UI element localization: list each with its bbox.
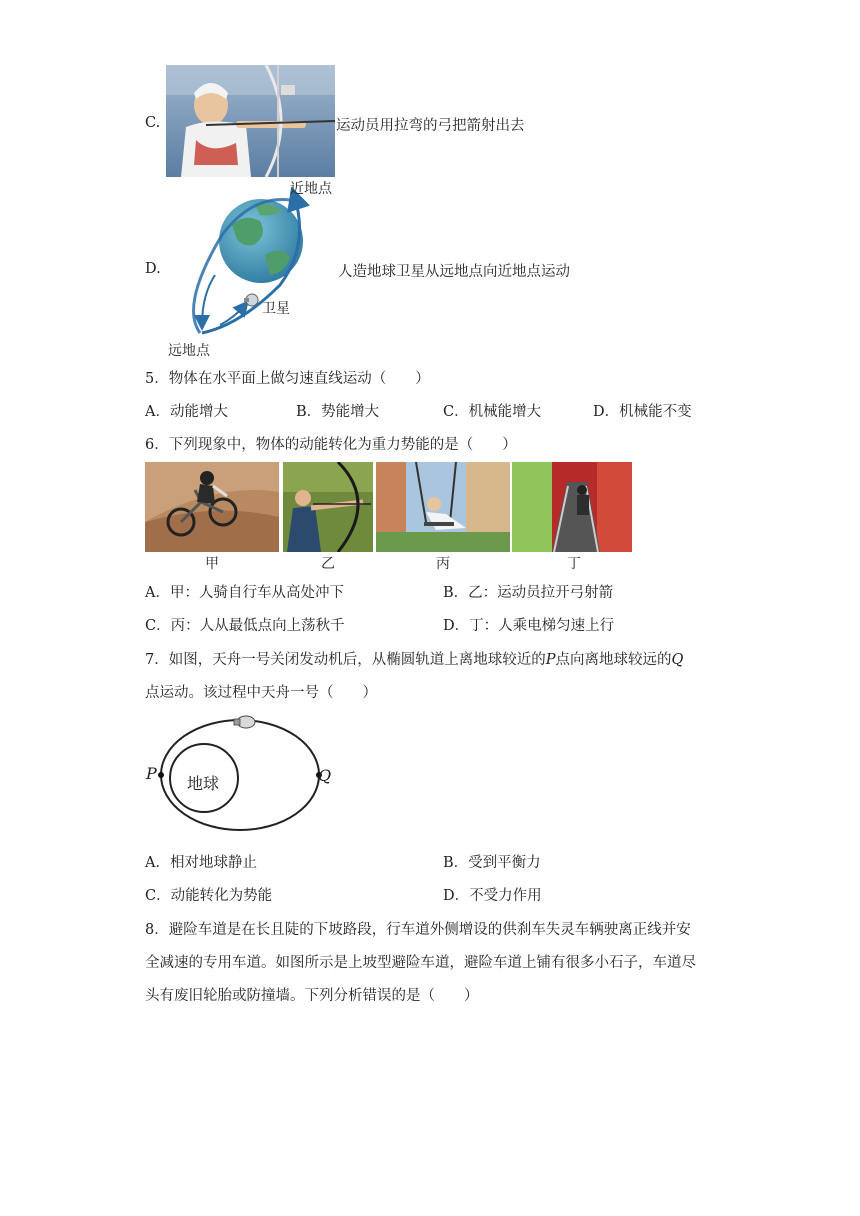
archer-photo (166, 65, 335, 177)
satellite-label: 卫星 (262, 301, 290, 317)
q7-option-a: A．相对地球静止 (145, 855, 257, 871)
photo-bing-swing (376, 462, 510, 552)
q6-option-a: A．甲：人骑自行车从高处冲下 (145, 585, 344, 601)
q8-line-3: 头有废旧轮胎或防撞墙。下列分析错误的是（ ） (145, 988, 479, 1004)
q6-option-b: B．乙：运动员拉开弓射箭 (443, 585, 614, 601)
option-d-letter: D. (145, 261, 161, 277)
q7-text-b: 点向离地球较远的 (555, 652, 672, 668)
perigee-label: 近地点 (290, 181, 332, 197)
option-c-text: 运动员用拉弯的弓把箭射出去 (336, 118, 525, 134)
photo-jia-cyclist (145, 462, 279, 552)
caption-yi: 乙 (321, 556, 335, 572)
diagram-q-label: Q (318, 766, 332, 785)
q5-option-a: A．动能增大 (145, 404, 228, 420)
q7-stem-line1 (145, 648, 683, 669)
diagram-p-label: P (146, 764, 157, 783)
q7-text-a: 7．如图，天舟一号关闭发动机后，从椭圆轨道上离地球较近的 (145, 652, 546, 668)
photo-yi-archer (283, 462, 373, 552)
photo-ding-escalator (512, 462, 632, 552)
q7-stem-line2: 点运动。该过程中天舟一号（ ） (145, 685, 377, 701)
caption-jia: 甲 (205, 556, 219, 572)
q5-stem: 5．物体在水平面上做匀速直线运动（ ） (145, 371, 430, 387)
caption-bing: 丙 (436, 556, 450, 572)
q6-option-c: C．丙：人从最低点向上荡秋千 (145, 618, 345, 634)
q8-line-2: 全减速的专用车道。如图所示是上坡型避险车道，避险车道上铺有很多小石子，车道尽 (145, 955, 696, 971)
q6-option-d: D．丁：人乘电梯匀速上行 (443, 618, 615, 634)
q7-option-c: C．动能转化为势能 (145, 888, 273, 904)
q7-option-b: B．受到平衡力 (443, 855, 541, 871)
q5-option-b: B．势能增大 (296, 404, 380, 420)
q7-point-q: Q (671, 652, 684, 668)
caption-ding: 丁 (567, 556, 581, 572)
q7-point-p: P (545, 652, 556, 668)
q7-option-d: D．不受力作用 (443, 888, 542, 904)
q6-stem: 6．下列现象中，物体的动能转化为重力势能的是（ ） (145, 437, 517, 453)
apogee-label: 远地点 (168, 343, 210, 359)
q5-option-c: C．机械能增大 (443, 404, 542, 420)
tianzhou-orbit-diagram (150, 712, 335, 837)
q8-line-1: 8．避险车道是在长且陡的下坡路段，行车道外侧增设的供刹车失灵车辆驶离正线并安 (145, 922, 691, 938)
q5-option-d: D．机械能不变 (593, 404, 692, 420)
satellite-orbit-diagram (160, 175, 335, 360)
option-c-letter: C. (145, 115, 161, 131)
diagram-earth-label: 地球 (187, 774, 220, 793)
option-d-text: 人造地球卫星从远地点向近地点运动 (338, 264, 570, 280)
